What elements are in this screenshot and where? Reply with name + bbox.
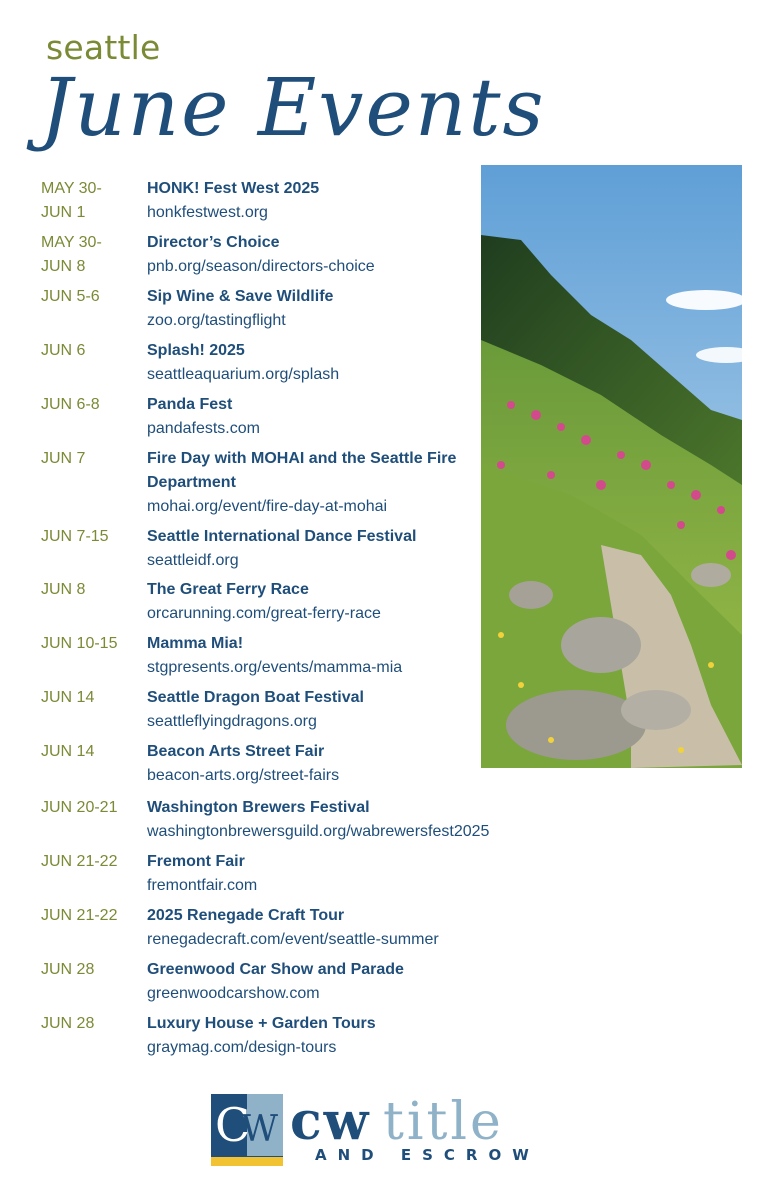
event-name: Mamma Mia! [147, 635, 244, 652]
event-name: HONK! Fest West 2025 [147, 180, 320, 197]
logo-mark [211, 1094, 283, 1166]
logo-title-text: title [383, 1092, 504, 1152]
event-link[interactable]: washingtonbrewersguild.org/wabrewersfest2025 [147, 823, 490, 840]
event-date: JUN 20-21 [41, 799, 118, 816]
event-link[interactable]: seattleflyingdragons.org [147, 713, 317, 730]
event-name: Sip Wine & Save Wildlife [147, 288, 334, 305]
event-date: JUN 21-22 [41, 907, 118, 924]
event-date: JUN 8 [41, 581, 86, 598]
event-name: Beacon Arts Street Fair [147, 743, 325, 760]
event-date: JUN 7 [41, 450, 86, 467]
event-name: The Great Ferry Race [147, 581, 309, 598]
event-link[interactable]: pnb.org/season/directors-choice [147, 258, 375, 275]
event-name: Fire Day with MOHAI and the Seattle Fire Department [147, 450, 457, 491]
event-link[interactable]: greenwoodcarshow.com [147, 985, 320, 1002]
event-name: Fremont Fair [147, 853, 245, 870]
event-name: Seattle Dragon Boat Festival [147, 689, 364, 706]
event-date: JUN 7-15 [41, 528, 109, 545]
event-link[interactable]: mohai.org/event/fire-day-at-mohai [147, 498, 388, 515]
event-date: JUN 5-6 [41, 288, 100, 305]
event-link[interactable]: stgpresents.org/events/mamma-mia [147, 659, 403, 676]
page-title: June Events [40, 61, 546, 154]
event-link[interactable]: renegadecraft.com/event/seattle-summer [147, 931, 439, 948]
event-name: Seattle International Dance Festival [147, 528, 417, 545]
event-date: MAY 30- JUN 1 [41, 180, 102, 221]
logo-mark-w: W [241, 1109, 279, 1150]
event-link[interactable]: honkfestwest.org [147, 204, 268, 221]
event-date: JUN 21-22 [41, 853, 118, 870]
landscape-photo [481, 165, 742, 768]
event-name: Washington Brewers Festival [147, 799, 370, 816]
event-date: JUN 14 [41, 689, 95, 706]
event-date: JUN 28 [41, 1015, 95, 1032]
event-date: JUN 10-15 [41, 635, 118, 652]
event-link[interactable]: seattleaquarium.org/splash [147, 366, 340, 383]
event-link[interactable]: zoo.org/tastingflight [147, 312, 286, 329]
logo-mark-bar [211, 1157, 283, 1166]
event-link[interactable]: orcarunning.com/great-ferry-race [147, 605, 381, 622]
mountain-trail-image [481, 165, 742, 768]
logo-subtitle: AND ESCROW [315, 1146, 540, 1164]
event-link[interactable]: beacon-arts.org/street-fairs [147, 767, 340, 784]
event-name: Splash! 2025 [147, 342, 245, 359]
event-date: MAY 30- JUN 8 [41, 234, 102, 275]
event-name: Luxury House + Garden Tours [147, 1015, 376, 1032]
event-name: Greenwood Car Show and Parade [147, 961, 404, 978]
event-date: JUN 14 [41, 743, 95, 760]
event-link[interactable]: pandafests.com [147, 420, 260, 437]
event-name: Director’s Choice [147, 234, 280, 251]
event-date: JUN 6 [41, 342, 86, 359]
event-date: JUN 6-8 [41, 396, 100, 413]
event-link[interactable]: seattleidf.org [147, 552, 239, 569]
event-link[interactable]: graymag.com/design-tours [147, 1039, 337, 1056]
event-link[interactable]: fremontfair.com [147, 877, 258, 894]
header-kicker: seattle [46, 28, 161, 67]
logo-mark-c: C [215, 1098, 251, 1152]
event-name: Panda Fest [147, 396, 233, 413]
event-name: 2025 Renegade Craft Tour [147, 907, 345, 924]
event-date: JUN 28 [41, 961, 95, 978]
logo-cw-text: cw [290, 1091, 371, 1152]
company-logo [211, 1091, 551, 1166]
